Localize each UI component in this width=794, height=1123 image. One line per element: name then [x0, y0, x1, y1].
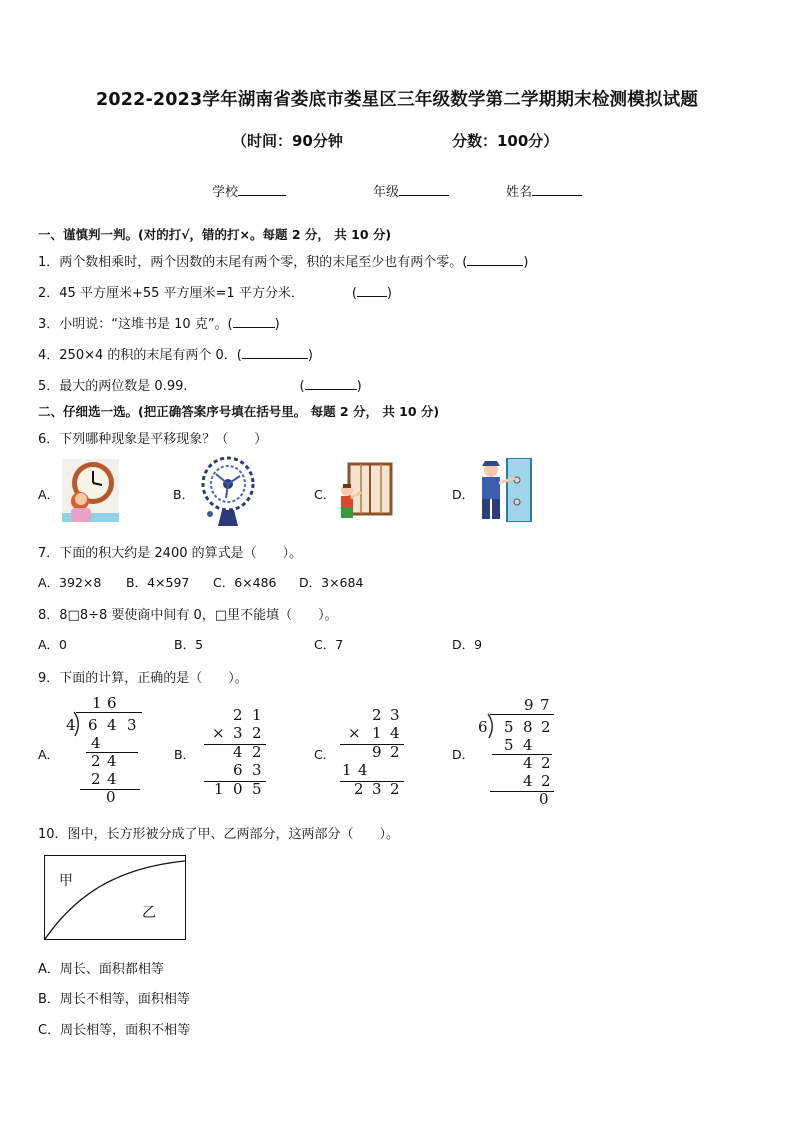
digit: 1: [252, 706, 262, 724]
rule-line: [492, 754, 552, 755]
school-field: [212, 181, 286, 200]
digit: 4: [66, 716, 76, 734]
digit: 3: [390, 706, 400, 724]
window-picture-icon: [337, 462, 393, 520]
rule-line: [340, 744, 404, 745]
times-sign: ×: [212, 724, 225, 742]
question-8: 8．8□8÷8 要使商中间有 0，□里不能填（ ）。: [38, 608, 338, 623]
question-5: [38, 375, 362, 394]
digit: 4: [523, 736, 533, 754]
option-c-label[interactable]: C．: [314, 487, 336, 502]
digit: 4: [523, 772, 533, 790]
paren-close: ): [356, 379, 362, 394]
answer-blank[interactable]: [467, 253, 523, 266]
answer-blank[interactable]: [357, 284, 387, 297]
digit: 8: [523, 718, 533, 736]
option-c-label[interactable]: C．: [314, 747, 336, 762]
digit: 0: [106, 788, 116, 806]
calc-a-long-division: [64, 694, 144, 806]
digit: 2: [541, 718, 551, 736]
digit: 4: [107, 752, 117, 770]
digit: 4: [523, 754, 533, 772]
question-text: 最大的两位数是 0.99.: [59, 379, 188, 394]
option-b-label[interactable]: B．: [173, 487, 195, 502]
clock-picture-icon: [62, 459, 119, 522]
digit: 2: [252, 743, 262, 761]
paren-close: ): [386, 286, 392, 301]
option-a[interactable]: A．0: [38, 637, 68, 652]
question-number: 3．: [38, 317, 60, 332]
digit: 4: [107, 716, 117, 734]
option-c[interactable]: C．6×486: [213, 575, 277, 590]
question-1: [38, 251, 528, 270]
rule-line: [80, 789, 140, 790]
digit: 9: [524, 696, 534, 714]
question-7: 7．下面的积大约是 2400 的算式是（ ）。: [38, 546, 303, 561]
question-number: 2．: [38, 286, 60, 301]
option-d[interactable]: D．3×684: [299, 575, 364, 590]
digit: 2: [541, 772, 551, 790]
rule-line: [86, 752, 138, 753]
digit: 4: [107, 770, 117, 788]
calc-d-long-division: [476, 696, 556, 808]
option-d-label[interactable]: D．: [452, 487, 475, 502]
grade-field: [373, 181, 449, 200]
digit: 2: [91, 770, 101, 788]
digit: 3: [372, 780, 382, 798]
rule-line: [204, 744, 266, 745]
page-title: 2022-2023学年湖南省娄底市娄星区三年级数学第二学期期末检测模拟试题: [95, 90, 699, 110]
division-bracket-icon: [486, 713, 498, 739]
question-2: [38, 282, 392, 301]
digit: 4: [390, 724, 400, 742]
door-handle-picture-icon: [477, 458, 533, 522]
digit: 9: [372, 743, 382, 761]
school-blank[interactable]: [238, 183, 286, 196]
exam-time: （时间：90分钟: [232, 132, 343, 150]
rule-line: [340, 781, 404, 782]
question-4: [38, 344, 313, 363]
option-b[interactable]: B．4×597: [126, 575, 190, 590]
digit: 3: [233, 724, 243, 742]
question-text: 两个数相乘时，两个因数的末尾有两个零，积的末尾至少也有两个零。(: [59, 255, 468, 270]
paren-close: ): [307, 348, 313, 363]
digit: 6: [107, 694, 117, 712]
question-number: 1．: [38, 255, 60, 270]
exam-score: 分数：100分）: [452, 132, 559, 150]
division-bar: [490, 714, 554, 715]
digit: 5: [504, 736, 514, 754]
digit: 2: [91, 752, 101, 770]
option-c[interactable]: C．周长相等，面积不相等: [38, 1023, 191, 1038]
question-10: 10．图中，长方形被分成了甲、乙两部分，这两部分（ ）。: [38, 827, 400, 842]
question-3: [38, 313, 280, 332]
section2-heading: 二、仔细选一选。(把正确答案序号填在括号里。 每题 2 分， 共 10 分): [38, 404, 440, 419]
name-field: [506, 181, 582, 200]
digit: 2: [541, 754, 551, 772]
division-bar: [76, 712, 142, 713]
answer-blank[interactable]: [305, 377, 357, 390]
rectangle-figure: [44, 855, 186, 940]
digit: 1: [342, 761, 352, 779]
paren-close: ): [523, 255, 529, 270]
division-bracket-icon: [72, 711, 84, 737]
label-jia: 甲: [59, 873, 73, 889]
question-text: 小明说：“这堆书是 10 克”。(: [59, 317, 233, 332]
digit: 6: [233, 761, 243, 779]
digit: 1: [92, 694, 102, 712]
digit: 2: [233, 706, 243, 724]
option-a[interactable]: A．392×8: [38, 575, 102, 590]
digit: 1: [372, 724, 382, 742]
digit: 6: [88, 716, 98, 734]
question-6: 6．下列哪种现象是平移现象？（ ）: [38, 432, 268, 447]
digit: 7: [540, 696, 550, 714]
option-d-label[interactable]: D．: [452, 747, 475, 762]
digit: 1: [214, 780, 224, 798]
paren-open: (: [351, 286, 357, 301]
paren-close: ): [274, 317, 280, 332]
answer-blank[interactable]: [242, 346, 308, 359]
digit: 2: [390, 743, 400, 761]
rule-line: [490, 791, 554, 792]
digit: 0: [539, 790, 549, 808]
question-9: 9．下面的计算，正确的是（ ）。: [38, 671, 248, 686]
dividing-curve: [45, 856, 185, 939]
paren-open: (: [299, 379, 305, 394]
digit: 5: [252, 780, 262, 798]
calc-c-multiplication: [336, 706, 406, 802]
option-a[interactable]: A．周长、面积都相等: [38, 962, 164, 977]
option-d[interactable]: D．9: [452, 637, 483, 652]
digit: 2: [354, 780, 364, 798]
grade-label: 年级: [373, 185, 400, 200]
fan-picture-icon: [198, 454, 255, 529]
label-yi: 乙: [142, 905, 156, 921]
answer-blank[interactable]: [233, 315, 275, 328]
digit: 0: [233, 780, 243, 798]
digit: 2: [252, 724, 262, 742]
digit: 4: [91, 734, 101, 752]
option-b[interactable]: B．5: [174, 637, 204, 652]
name-blank[interactable]: [532, 183, 582, 196]
school-label: 学校: [212, 185, 239, 200]
digit: 2: [390, 780, 400, 798]
question-number: 4．: [38, 348, 60, 363]
question-text: 250×4 的积的末尾有两个 0．(: [59, 348, 242, 363]
name-label: 姓名: [506, 185, 533, 200]
option-b[interactable]: B．周长不相等，面积相等: [38, 992, 190, 1007]
option-a-label[interactable]: A．: [38, 487, 60, 502]
option-c[interactable]: C．7: [314, 637, 344, 652]
option-b-label[interactable]: B．: [174, 747, 196, 762]
rule-line: [204, 781, 266, 782]
digit: 2: [372, 706, 382, 724]
question-number: 5．: [38, 379, 60, 394]
times-sign: ×: [348, 724, 361, 742]
grade-blank[interactable]: [399, 183, 449, 196]
digit: 4: [233, 743, 243, 761]
question-text: 45 平方厘米+55 平方厘米=1 平方分米．: [59, 286, 304, 301]
option-a-label[interactable]: A．: [38, 747, 60, 762]
digit: 6: [478, 718, 488, 736]
digit: 3: [127, 716, 137, 734]
digit: 3: [252, 761, 262, 779]
calc-b-multiplication: [200, 706, 270, 802]
section1-heading: 一、谨慎判一判。(对的打√，错的打×。每题 2 分， 共 10 分): [38, 227, 392, 242]
digit: 4: [358, 761, 368, 779]
digit: 5: [504, 718, 514, 736]
